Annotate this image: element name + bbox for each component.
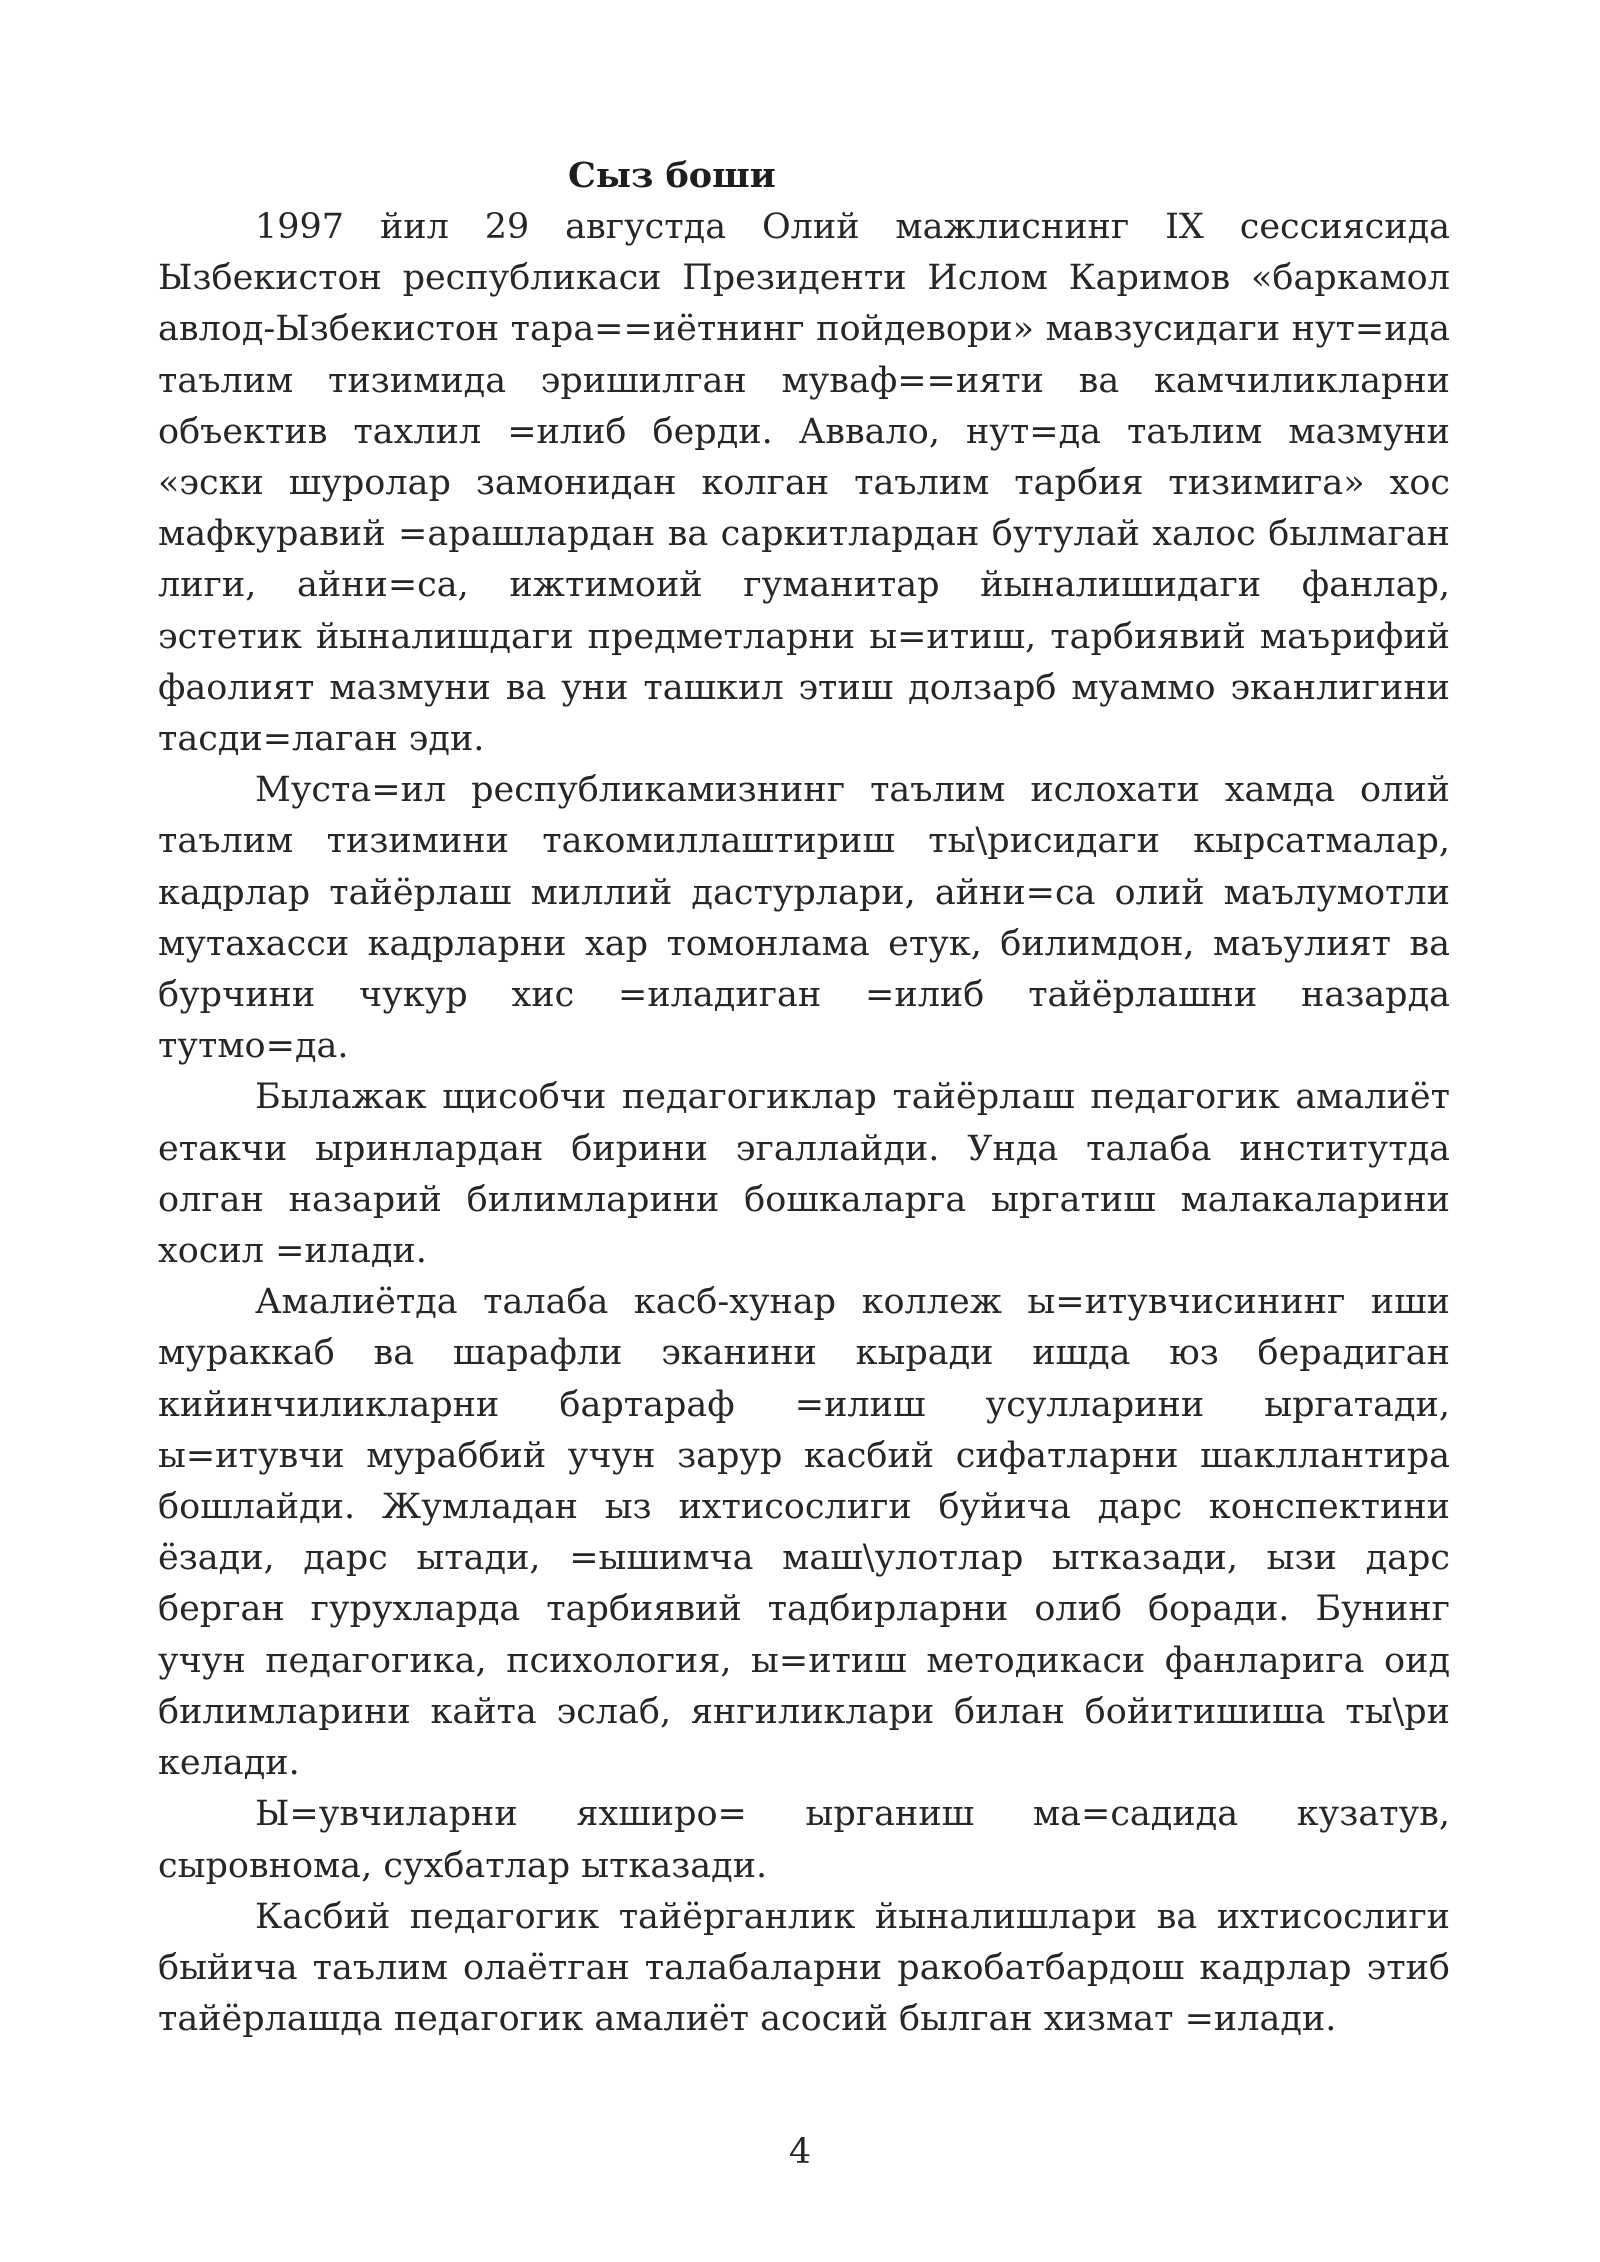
paragraph-4: Амалиётда талаба касб-хунар коллеж ы=итувчисининг иши мураккаб ва шарафли эканини кыради ишда юз берадиган кийинчиликларни бартараф =илиш усулларини ыргатади, ы=итувчи мураббий учун зарур касбий сифатларни шакллантира бошлайди. Жумладан ыз ихтисослиги буйича дарс конспектини ёзади, дарс ытади, =ышимча маш\улотлар ытказади, ызи дарс берган гурухларда тарбиявий тадбирларни олиб боради. Бунинг учун педагогика, психология, ы=итиш методикаси фанларига оид билимларини кайта эслаб, янгиликлари билан бойитишиша ты\ри келади. bbox=[158, 1282, 1450, 1784]
document-body bbox=[158, 150, 1450, 2045]
paragraph-3: Былажак щисобчи педагогиклар тайёрлаш педагогик амалиёт етакчи ыринлардан бирини эгаллайди. Унда талаба институтда олган назарий билимларини бошкаларга ыргатиш малакаларини хосил =илади. bbox=[158, 1077, 1450, 1272]
paragraph-6: Касбий педагогик тайёрганлик йыналишлари ва ихтисослиги быйича таълим олаётган талабаларни ракобатбардош кадрлар этиб тайёрлашда педагогик амалиёт асосий былган хизмат =илади. bbox=[158, 1896, 1450, 2040]
page-number: 4 bbox=[788, 2132, 812, 2172]
paragraph-5: Ы=увчиларни яхширо= ырганиш ма=садида кузатув, сыровнома, сухбатлар ытказади. bbox=[158, 1794, 1450, 1886]
paragraph-1: 1997 йил 29 августда Олий мажлиснинг IX сессиясида Ызбекистон республикаси Президенти Ислом Каримов «баркамол авлод-Ызбекистон тара==иётнинг пойдевори» мавзусидаги нут=ида таълим тизимида эришилган муваф==ияти ва камчиликларни объектив тахлил =илиб берди. Аввало, нут=да таълим мазмуни «эски шуролар замонидан колган таълим тарбия тизимига» хос мафкуравий =арашлардан ва саркитлардан бутулай халос былмаган лиги, айни=са, ижтимоий гуманитар йыналишидаги фанлар, эстетик йыналишдаги предметларни ы=итиш, тарбиявий маърифий фаолият мазмуни ва уни ташкил этиш долзарб муаммо эканлигини тасди=лаган эди. bbox=[158, 207, 1450, 760]
paragraph-2: Муста=ил республикамизнинг таълим ислохати хамда олий таълим тизимини такомиллаштириш ты\рисидаги кырсатмалар, кадрлар тайёрлаш миллий дастурлари, айни=са олий маълумотли мутахасси кадрларни хар томонлама етук, билимдон, маъулият ва бурчини чукур хис =иладиган =илиб тайёрлашни назарда тутмо=да. bbox=[158, 770, 1450, 1067]
section-title: Сыз боши bbox=[568, 155, 776, 196]
